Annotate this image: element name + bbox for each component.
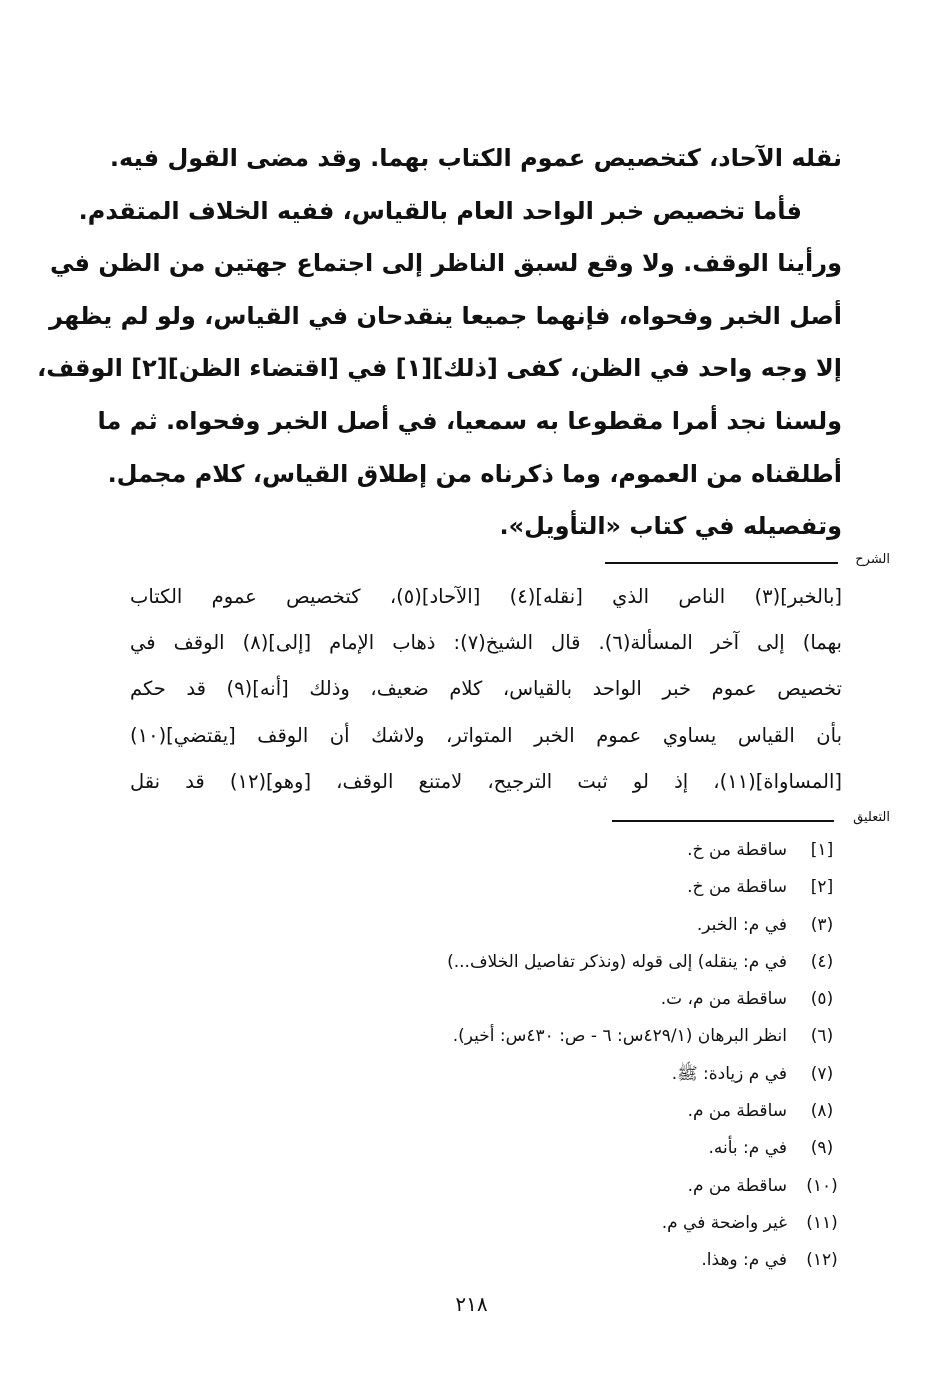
sharh-line: [المساواة](١١)، إذ لو ثبت الترجيح، لامتنع الوقف، [وهو](١٢) قد نقل <box>130 769 843 793</box>
footnote-item <box>283 981 843 1018</box>
main-text <box>37 132 842 553</box>
footnote-text: في م: ينقله) إلى قوله (ونذكر تفاصيل الخلاف...) <box>447 951 787 972</box>
main-text-line: أطلقناه من العموم، وما ذكرناه من إطلاق القياس، كلام مجمل. <box>107 459 842 488</box>
footnote-number: (٥) <box>810 989 834 1010</box>
footnote-item <box>283 944 843 981</box>
taliq-separator <box>130 810 890 830</box>
footnote-text: ساقطة من خ. <box>687 840 787 860</box>
main-text-line: نقله الآحاد، كتخصيص عموم الكتاب بهما. وقد مضى القول فيه. <box>109 144 842 172</box>
footnote-number: (٦) <box>810 1026 834 1047</box>
footnote-text: ساقطة من خ. <box>687 877 787 898</box>
footnote-item <box>283 1093 843 1130</box>
main-text-line: فأما تخصيص خبر الواحد العام بالقياس، ففيه الخلاف المتقدم. <box>78 196 802 225</box>
main-text-line: إلا وجه واحد في الظن، كفى [ذلك][١] في [اقتضاء الظن][٢] الوقف، <box>37 354 842 383</box>
sharh-label: الشرح <box>855 552 890 567</box>
sharh-line: بهما) إلى آخر المسألة(٦). قال الشيخ(٧): ذهاب الإمام [إلى](٨) الوقف في <box>130 631 842 655</box>
sharh-text <box>130 574 842 805</box>
sharh-line: [بالخبر](٣) الناص الذي [نقله](٤) [الآحاد](٥)، كتخصيص عموم الكتاب <box>130 585 842 608</box>
footnote-text: في م زيادة: ﷺ. <box>671 1063 787 1084</box>
footnote-number: (٧) <box>810 1063 834 1084</box>
footnote-number: (٩) <box>810 1138 834 1159</box>
footnote-text: ساقطة من م، ت. <box>660 989 787 1010</box>
sharh-separator <box>130 552 890 572</box>
footnote-item <box>283 1242 843 1279</box>
main-text-line: وتفصيله في كتاب «التأويل». <box>499 512 842 541</box>
footnote-text: ساقطة من م. <box>687 1175 787 1196</box>
footnotes <box>283 832 843 1280</box>
footnote-item <box>283 869 843 906</box>
footnote-number: (١١) <box>806 1212 838 1233</box>
footnote-number: (١٠) <box>806 1175 838 1196</box>
sharh-line: بأن القياس يساوي عموم الخبر المتواتر، ولاشك أن الوقف [يقتضي](١٠) <box>130 723 842 747</box>
footnote-number: (١٢) <box>806 1250 838 1271</box>
footnote-number: (٨) <box>810 1101 834 1122</box>
footnote-item <box>283 907 843 944</box>
footnote-text: في م: بأنه. <box>708 1138 787 1159</box>
footnote-item <box>283 1018 843 1055</box>
taliq-label: التعليق <box>853 810 890 825</box>
footnote-item <box>283 1168 843 1205</box>
footnote-text: ساقطة من م. <box>687 1101 787 1122</box>
taliq-rule <box>612 820 834 822</box>
footnote-item <box>283 1056 843 1093</box>
footnote-text: انظر البرهان (٤٢٩/١س: ٦ - ص: ٤٣٠س: أخير). <box>452 1026 787 1047</box>
page-number: ٢١٨ <box>455 1292 488 1316</box>
main-text-line: أصل الخبر وفحواه، فإنهما جميعا ينقدحان في القياس، ولو لم يظهر <box>49 301 842 330</box>
footnote-text: غير واضحة في م. <box>661 1212 787 1233</box>
main-text-line: ورأينا الوقف. ولا وقع لسبق الناظر إلى اجتماع جهتين من الظن في <box>50 249 842 278</box>
footnote-text: في م: الخبر. <box>696 914 787 935</box>
footnote-number: (٤) <box>810 951 834 972</box>
footnote-number: (٣) <box>810 914 834 935</box>
sharh-rule <box>605 562 838 564</box>
main-text-line: ولسنا نجد أمرا مقطوعا به سمعيا، في أصل الخبر وفحواه. ثم ما <box>97 406 842 435</box>
footnote-number: [١] <box>810 840 834 860</box>
footnote-item <box>283 1130 843 1167</box>
footnote-item <box>283 1205 843 1242</box>
footnote-text: في م: وهذا. <box>701 1250 787 1271</box>
footnote-number: [٢] <box>810 877 834 898</box>
sharh-line: تخصيص عموم خبر الواحد بالقياس، كلام ضعيف، وذلك [أنه](٩) قد حكم <box>130 677 842 701</box>
footnote-item <box>283 832 843 869</box>
